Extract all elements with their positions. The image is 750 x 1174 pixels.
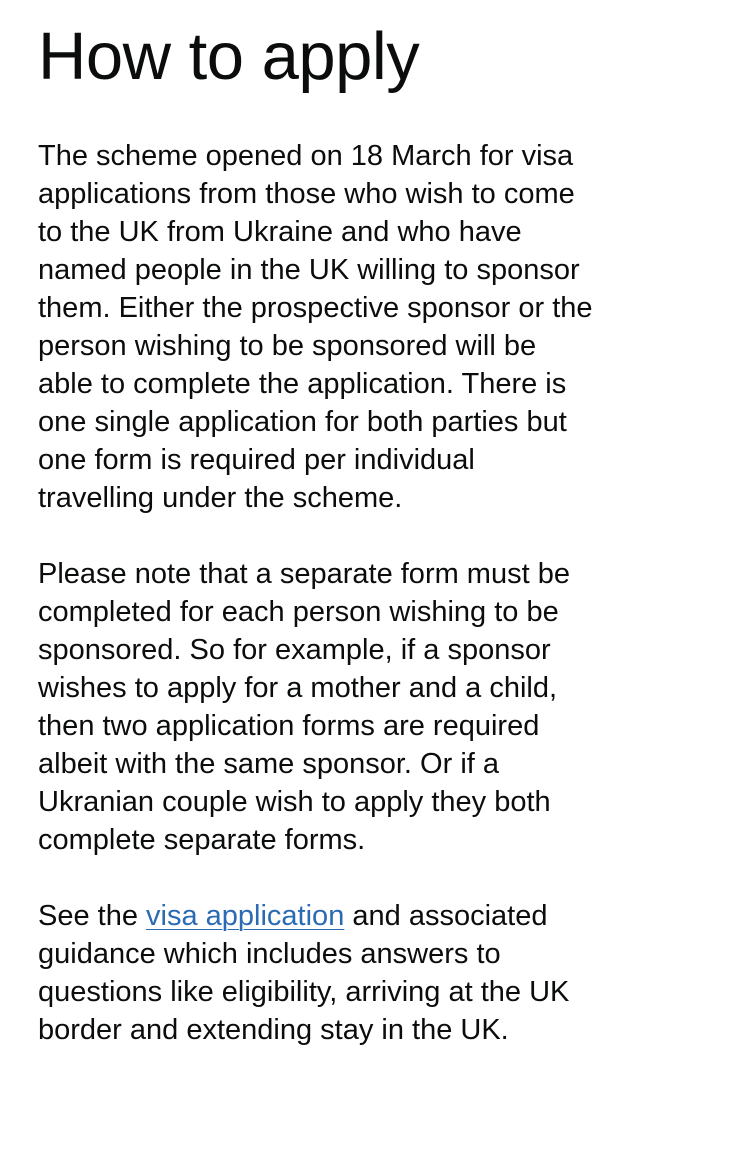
visa-application-link[interactable]: visa application [146,900,345,932]
article-section [38,0,598,1049]
guidance-text-before-link: See the [38,900,147,932]
paragraph-separate-forms: Please note that a separate form must be completed for each person wishing to be sponsored. So for example, if a sponsor wishes to apply for a mother and a child, then two application forms are required albeit with the same sponsor. Or if a Ukranian couple wish to apply they both complete separate forms. [38,558,570,856]
paragraph-guidance [38,897,598,1049]
paragraph-scheme-overview: The scheme opened on 18 March for visa applications from those who wish to come to the UK from Ukraine and who have named people in the UK willing to sponsor them. Either the prospective sponsor or the person wishing to be sponsored will be able to complete the application. There is one single application for both parties but one form is required per individual travelling under the scheme. [38,140,593,514]
guidance-text-after-link: and associated guidance which includes answers to questions like eligibility, arriving at the UK border and extending stay in the UK. [38,900,570,1046]
page-title: How to apply [38,19,420,94]
